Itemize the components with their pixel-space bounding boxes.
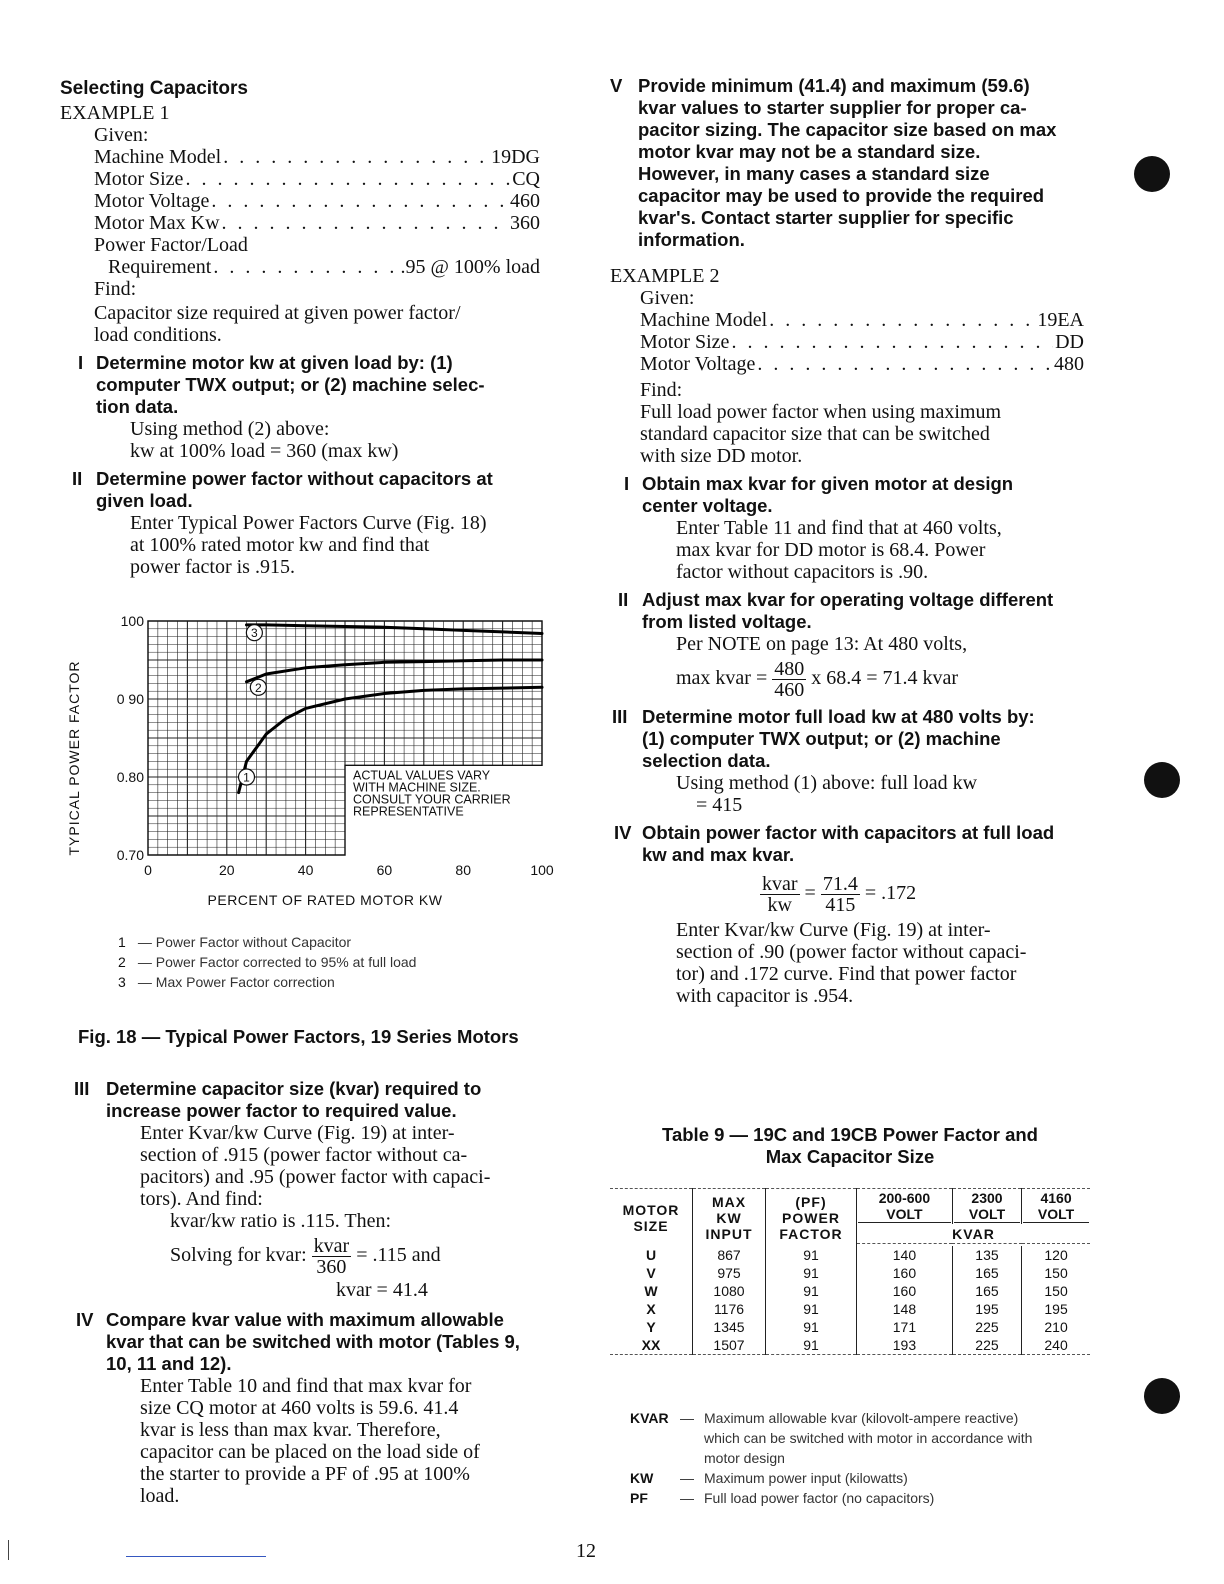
table-cell: 195	[1044, 1301, 1068, 1317]
x-tick-label: 80	[455, 862, 471, 878]
left-column	[60, 78, 560, 578]
fraction: $\frac{480}{460}$	[774, 658, 805, 701]
table-cell: 91	[766, 1318, 857, 1336]
x-tick-label: 60	[376, 862, 393, 878]
table-cell: 225	[952, 1336, 1021, 1355]
table9	[610, 1188, 1090, 1355]
chart-text	[66, 613, 554, 908]
table-cell: 160	[857, 1264, 953, 1282]
curve-marker-label: 1	[243, 770, 250, 785]
step-1-body: Using method (2) above: kw at 100% load = 360 (max kw)	[130, 418, 399, 462]
step-2-body: Enter Typical Power Factors Curve (Fig. 18) at 100% rated motor kw and find that power factor is .915.	[130, 512, 487, 578]
table-cell: 867	[693, 1246, 766, 1264]
ex2-step-4: IV Obtain power factor with capacitors at full load kw and max kvar.	[614, 822, 1055, 865]
ex2-step-4-body: Enter Kvar/kw Curve (Fig. 19) at inter- section of .90 (power factor without capaci- tor) and .172 curve. Find that power factor with capacitor is .954.	[676, 919, 1027, 1007]
ex2-step-3: III Determine motor full load kw at 480 volts by: (1) computer TWX output; or (2) machine selection data.	[612, 706, 1035, 771]
col-max-kw: MAX KW INPUT	[693, 1189, 766, 1247]
table-cell: 148	[857, 1300, 953, 1318]
x-tick-label: 100	[530, 862, 554, 878]
ratio-equation: $\frac{\text{kvar}}{kw}$ = $\frac{71.4}{415}$ = .172	[762, 873, 917, 916]
chart-annotation: WITH MACHINE SIZE.	[353, 780, 481, 795]
ex2-step-1: I Obtain max kvar for given motor at design center voltage.	[624, 473, 1014, 516]
given-label: Given:	[94, 124, 149, 146]
note-item: KW — Maximum power input (kilowatts)	[630, 1470, 908, 1486]
fraction: $\frac{\text{kvar}}{360}$	[313, 1235, 350, 1278]
fraction: $\frac{\text{kvar}}{kw}$	[762, 873, 798, 916]
table-row	[610, 1264, 1090, 1282]
max-kvar-equation: max kvar = $\frac{480}{460}$ x 68.4 = 71.4 kvar	[676, 658, 959, 701]
table-cell: 140	[857, 1246, 953, 1264]
table-row	[610, 1246, 1090, 1264]
table-cell: 150	[1044, 1283, 1068, 1299]
table-cell: 91	[766, 1264, 857, 1282]
find-text: load conditions.	[94, 324, 222, 346]
y-tick-label: 0.70	[116, 847, 144, 863]
fraction: $\frac{71.4}{415}$	[822, 873, 858, 916]
step-2: II Determine power factor without capacitors at given load.	[72, 468, 493, 511]
given-row: Machine Model . . . 19DG	[94, 146, 540, 168]
table-cell: 120	[1044, 1247, 1068, 1263]
table-cell: X	[610, 1300, 693, 1318]
step-4: IV Compare kvar value with maximum allowable kvar that can be switched with motor (Tables 9, 10, 11 and 12).	[76, 1309, 520, 1374]
table-cell: 91	[766, 1336, 857, 1355]
table-cell: 240	[1044, 1337, 1068, 1353]
table-cell: Y	[610, 1318, 693, 1336]
binder-hole	[1144, 1378, 1180, 1414]
table-cell: 165	[952, 1264, 1021, 1282]
y-tick-label: 0.80	[116, 769, 144, 785]
right-column	[610, 75, 1090, 1007]
step-1: I Determine motor kw at given load by: (1) computer TWX output; or (2) machine selec- tion data.	[78, 352, 485, 417]
ex2-step-2-body: Per NOTE on page 13: At 480 volts, max kvar = $\frac{480}{460}$ x 68.4 = 71.4 kvar	[676, 633, 1090, 700]
chart-annotation: CONSULT YOUR CARRIER	[353, 792, 511, 807]
left-column-lower	[60, 1078, 560, 1507]
pf-label: Power Factor/Load	[94, 234, 248, 256]
table-cell: 975	[693, 1264, 766, 1282]
legend-item: 3 — Max Power Factor correction	[118, 974, 335, 990]
table-cell: 210	[1044, 1319, 1068, 1335]
table-cell: 225	[952, 1318, 1021, 1336]
pf-requirement-row: Requirement . . . .95 @ 100% load	[94, 256, 540, 278]
table-row	[610, 1336, 1090, 1355]
step-4-body: Enter Table 10 and find that max kvar for size CQ motor at 460 volts is 59.6. 41.4 kvar is less than max kvar. Therefore, capacitor can be placed on the load side of the starter to provide a PF of .95 at 100% load.	[140, 1375, 480, 1507]
table-cell: W	[610, 1282, 693, 1300]
table-cell: 91	[766, 1246, 857, 1264]
binder-hole	[1134, 156, 1170, 192]
fig18-legend	[118, 932, 558, 992]
table-row	[610, 1318, 1090, 1336]
table-cell: V	[610, 1264, 693, 1282]
step-5: V Provide minimum (41.4) and maximum (59.6) kvar values to starter supplier for proper ca- pacitor sizing. The capacitor size based on max motor kvar may not be a standard size. However, in many cases a standard size capacitor may be used to provide the required kvar's. Contact starter supplier for specific information.	[610, 75, 1057, 250]
table9-notes	[630, 1408, 1090, 1508]
table-cell: 171	[857, 1318, 953, 1336]
binder-hole	[1144, 762, 1180, 798]
table9-grid	[610, 1188, 1090, 1355]
example1-block	[94, 124, 540, 346]
footer-rule	[126, 1556, 266, 1557]
fig18-chart	[60, 605, 560, 915]
y-tick-label: 100	[120, 613, 144, 629]
given-row: Motor Voltage . . . 460	[94, 190, 540, 212]
example2-block: Given: Machine Model . . . 19EA Motor Size . . . DD Motor Voltage . . . 480 Find: Full load power factor when using maximum standard capacitor size that can be switched with size DD motor.	[640, 287, 1084, 467]
page-number: 12	[576, 1540, 596, 1562]
y-axis-label: TYPICAL POWER FACTOR	[66, 660, 82, 856]
table-cell: 1080	[693, 1282, 766, 1300]
table9-title: Table 9 — 19C and 19CB Power Factor and Max Capacitor Size	[662, 1124, 1038, 1167]
chart-grid	[148, 621, 542, 855]
table-row	[610, 1300, 1090, 1318]
find-label: Find:	[94, 278, 137, 300]
table-cell: 1345	[693, 1318, 766, 1336]
ex2-step-3-body: Using method (1) above: full load kw = 415	[676, 772, 978, 816]
chart-annotation: ACTUAL VALUES VARY	[353, 768, 491, 783]
given-row: Machine Model . . . 19EA	[640, 309, 1084, 331]
note-item: KVAR — Maximum allowable kvar (kilovolt-ampere reactive) which can be switched with motor in accordance with motor design	[630, 1410, 1033, 1466]
col-volt-4160: 4160 VOLT	[1022, 1189, 1090, 1225]
x-axis-label: PERCENT OF RATED MOTOR KW	[207, 892, 443, 908]
example2-title: EXAMPLE 2	[610, 265, 720, 287]
col-volt-2300: 2300 VOLT	[952, 1189, 1021, 1225]
curve-marker-label: 2	[254, 680, 262, 695]
table-cell: 91	[766, 1300, 857, 1318]
step-3: III Determine capacitor size (kvar) required to increase power factor to required value.	[74, 1078, 482, 1121]
y-tick-label: 0 90	[116, 691, 144, 707]
curve-marker-label: 3	[251, 626, 258, 641]
legend-item: 1 — Power Factor without Capacitor	[118, 934, 352, 950]
table-cell: 165	[952, 1282, 1021, 1300]
step-3-body: Enter Kvar/kw Curve (Fig. 19) at inter- section of .915 (power factor without ca- pacitors) and .95 (power factor with capaci- tors). And find: kvar/kw ratio is .115. Then: Solving for kvar: $\frac{\text{kvar}}{360}$ = .115 and kvar = 41.4	[140, 1122, 560, 1301]
col-volt-200-600: 200-600 VOLT	[857, 1189, 953, 1225]
section-heading: Selecting Capacitors	[60, 78, 248, 99]
ex2-step-2: II Adjust max kvar for operating voltage different from listed voltage.	[618, 589, 1054, 632]
table-cell: 195	[952, 1300, 1021, 1318]
given-row: Motor Voltage . . . 480	[640, 353, 1084, 375]
x-tick-label: 40	[297, 862, 314, 878]
solve-equation: Solving for kvar: $\frac{\text{kvar}}{360}$ = .115 and	[170, 1235, 441, 1278]
x-tick-label: 20	[219, 862, 235, 878]
given-row: Motor Size . . . DD	[640, 331, 1084, 353]
margin-mark	[8, 1540, 9, 1560]
table-cell: 160	[857, 1282, 953, 1300]
table-cell: XX	[610, 1336, 693, 1355]
chart-annotation: REPRESENTATIVE	[353, 804, 464, 819]
ex2-step-1-body: Enter Table 11 and find that at 460 volts, max kvar for DD motor is 68.4. Power factor without capacitors is .90.	[676, 517, 1002, 583]
table9-body	[610, 1246, 1090, 1355]
table-cell: U	[610, 1246, 693, 1264]
col-motor-size: MOTOR SIZE	[610, 1189, 693, 1247]
table-cell: 135	[952, 1246, 1021, 1264]
given-row: Motor Size . . . CQ	[94, 168, 540, 190]
table-cell: 1176	[693, 1300, 766, 1318]
legend-item: 2 — Power Factor corrected to 95% at full load	[118, 954, 417, 970]
col-power-factor: (PF) POWER FACTOR	[766, 1189, 857, 1247]
table-row	[610, 1282, 1090, 1300]
example1-title: EXAMPLE 1	[60, 102, 170, 124]
fig18-caption: Fig. 18 — Typical Power Factors, 19 Series Motors	[78, 1026, 519, 1047]
note-item: PF — Full load power factor (no capacitors)	[630, 1490, 935, 1506]
x-tick-label: 0	[144, 862, 152, 878]
find-text: Capacitor size required at given power factor/	[94, 302, 461, 324]
table-cell: 150	[1044, 1265, 1068, 1281]
table-cell: 193	[857, 1336, 953, 1355]
table-cell: 91	[766, 1282, 857, 1300]
kvar-group-header: KVAR	[857, 1224, 1091, 1244]
given-row: Motor Max Kw . . . 360	[94, 212, 540, 234]
table-cell: 1507	[693, 1336, 766, 1355]
